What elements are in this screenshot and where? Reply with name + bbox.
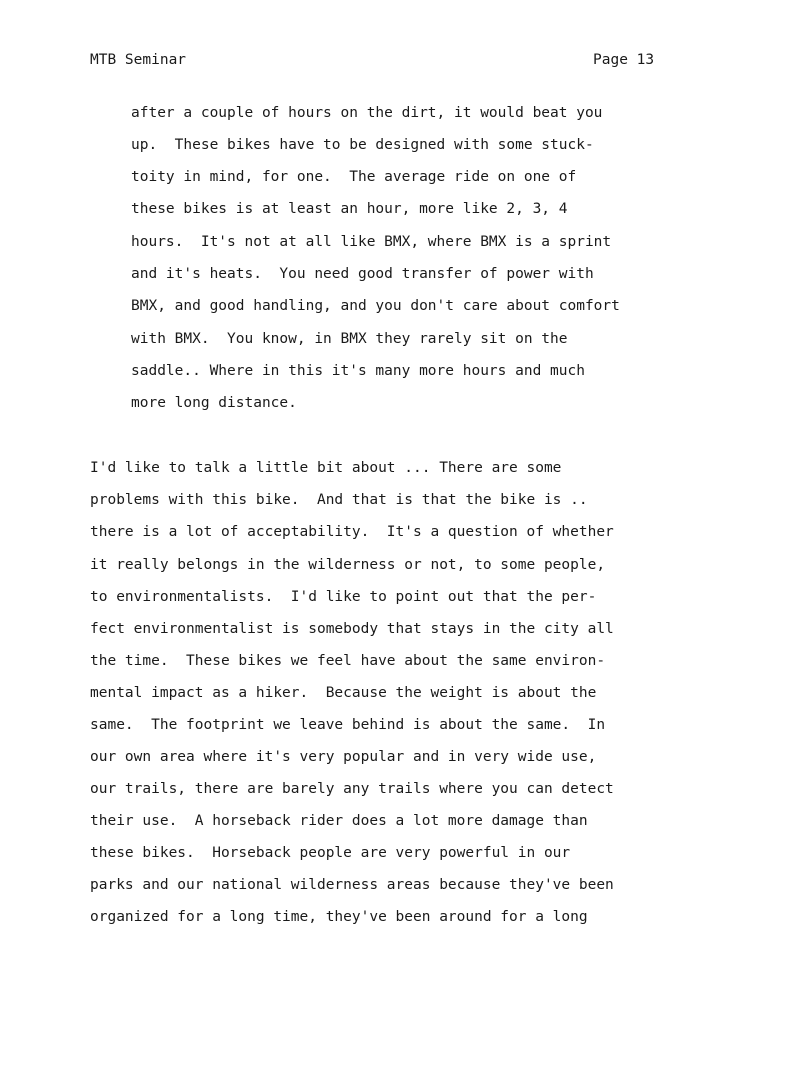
body-line: same. The footprint we leave behind is about the same. In [90, 717, 606, 733]
body-line: mental impact as a hiker. Because the weight is about the [90, 685, 597, 701]
quote-line: saddle.. Where in this it's many more hours and much [131, 363, 585, 379]
quote-line: hours. It's not at all like BMX, where BMX is a sprint [131, 234, 612, 250]
quote-line: up. These bikes have to be designed with some stuck- [131, 137, 594, 153]
body-line: problems with this bike. And that is that the bike is .. [90, 492, 588, 508]
body-line: these bikes. Horseback people are very powerful in our [90, 845, 571, 861]
quote-line: after a couple of hours on the dirt, it would beat you [131, 105, 603, 121]
quote-line: BMX, and good handling, and you don't care about comfort [131, 298, 620, 314]
page-number: Page 13 [593, 52, 655, 68]
header-title: MTB Seminar [90, 52, 187, 68]
body-line: the time. These bikes we feel have about the same environ- [90, 653, 606, 669]
body-line: to environmentalists. I'd like to point out that the per- [90, 589, 597, 605]
quote-line: these bikes is at least an hour, more like 2, 3, 4 [131, 201, 568, 217]
body-line: fect environmentalist is somebody that stays in the city all [90, 621, 614, 637]
body-line: parks and our national wilderness areas because they've been [90, 877, 614, 893]
quote-line: more long distance. [131, 395, 297, 411]
body-line: I'd like to talk a little bit about ... There are some [90, 460, 562, 476]
quote-line: toity in mind, for one. The average ride on one of [131, 169, 577, 185]
body-line: their use. A horseback rider does a lot more damage than [90, 813, 588, 829]
quote-line: and it's heats. You need good transfer of power with [131, 266, 594, 282]
body-line: it really belongs in the wilderness or not, to some people, [90, 557, 606, 573]
quote-line: with BMX. You know, in BMX they rarely sit on the [131, 331, 568, 347]
body-line: our own area where it's very popular and in very wide use, [90, 749, 597, 765]
body-line: our trails, there are barely any trails where you can detect [90, 781, 614, 797]
body-line: there is a lot of acceptability. It's a question of whether [90, 524, 614, 540]
body-line: organized for a long time, they've been around for a long [90, 909, 588, 925]
